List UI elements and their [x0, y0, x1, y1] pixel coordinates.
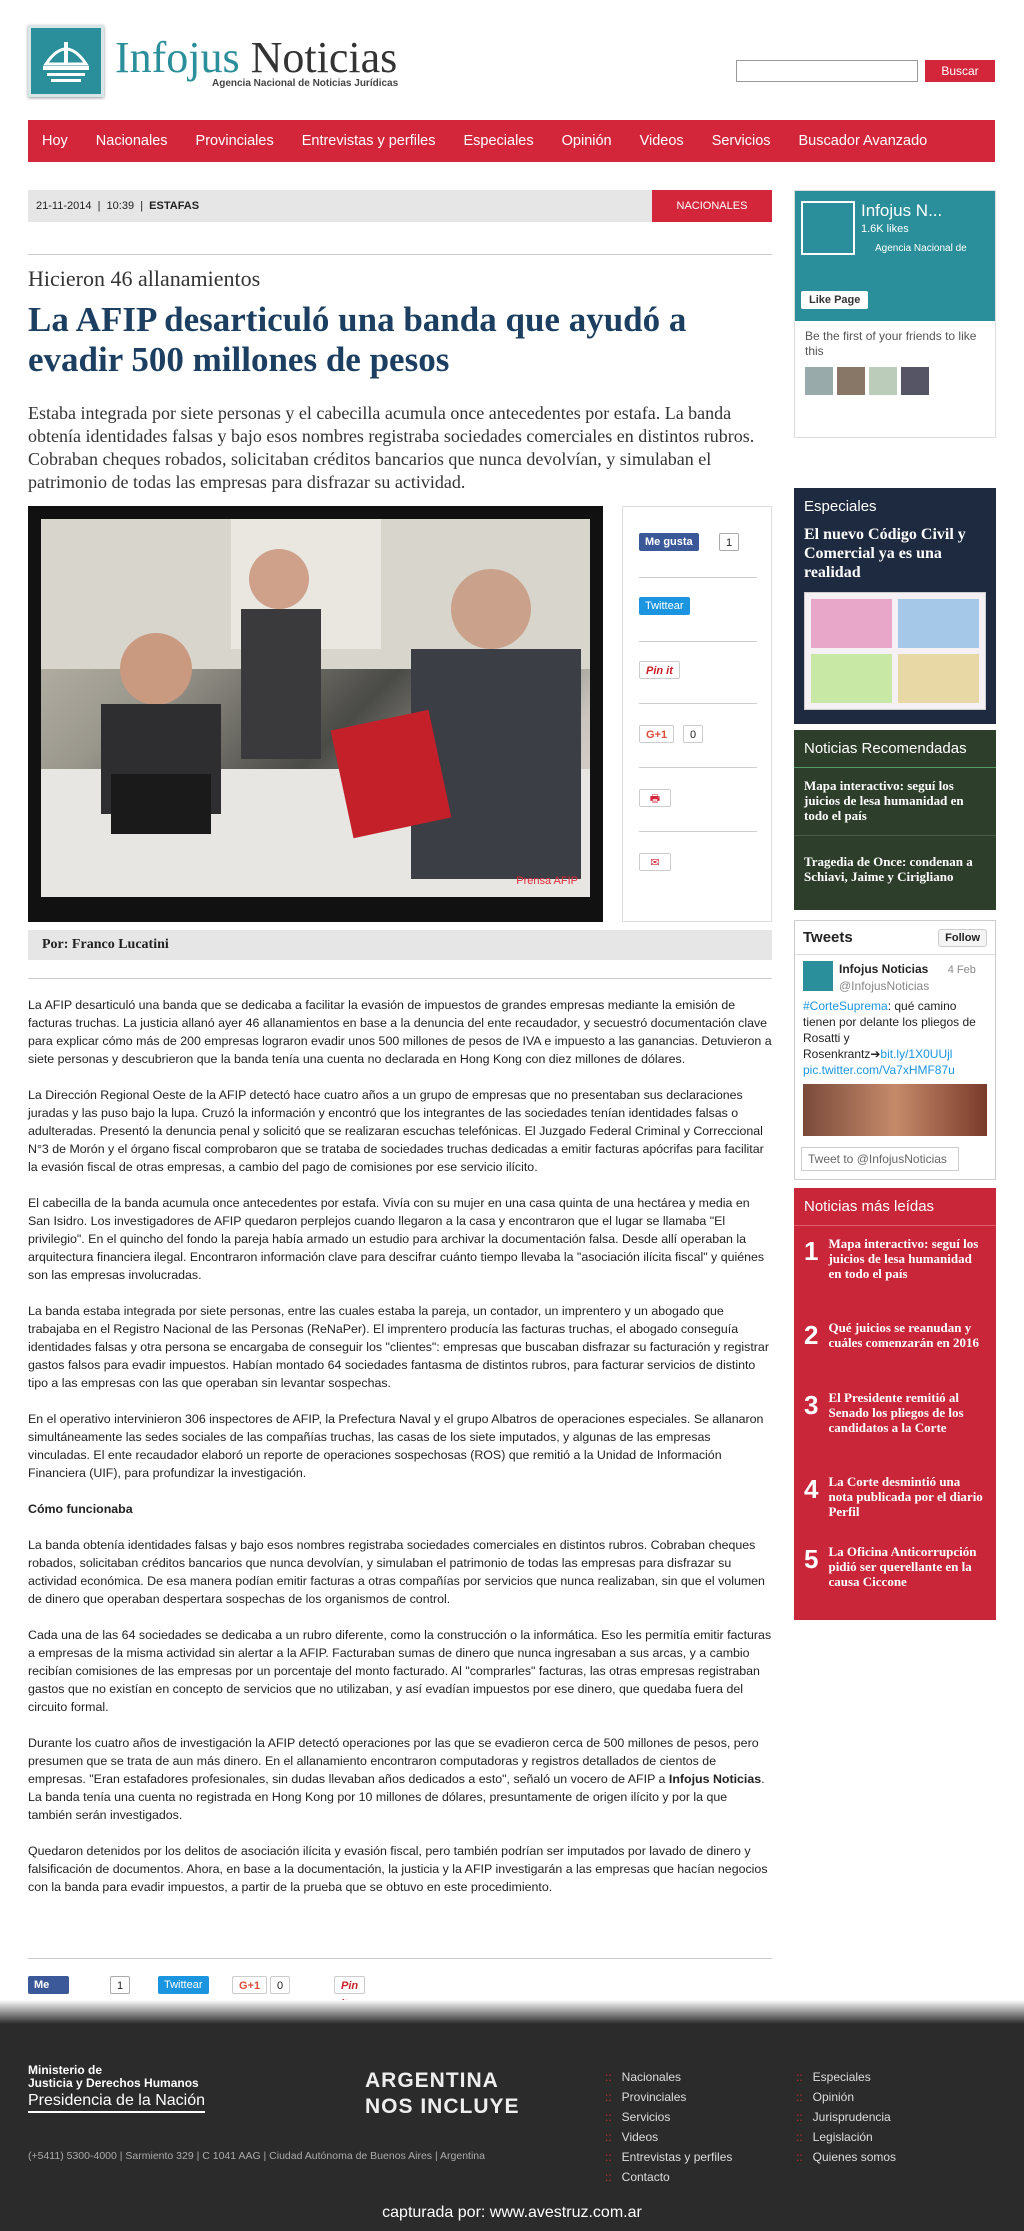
- paragraph: La AFIP desarticuló una banda que se dedicaba a facilitar la evasión de impuestos de grandes empresas mediante la emisión de facturas truchas. La justicia allanó ayer 46 allanamientos en base a la denuncia del ente recaudador, y secuestró documentación clave para explicar cómo más de 200 empresas lograron evadir unos 500 millones de pesos de IVA e impuesto a las ganancias. Detuvieron a siete personas y descubrieron que la banda tenía una cuenta no declarada en Hong Kong con diez millones de dólares.: [28, 998, 772, 1066]
- especiales-widget: [794, 488, 996, 724]
- photo-credit: Prensa AFIP: [516, 875, 578, 887]
- footer-link[interactable]: :: Opinión: [796, 2090, 855, 2104]
- print-icon[interactable]: 🖶: [639, 789, 671, 807]
- twitter-button-bottom[interactable]: Twittear: [158, 1976, 209, 1994]
- footer-link[interactable]: :: Quienes somos: [796, 2150, 897, 2164]
- footer-link[interactable]: :: Servicios: [605, 2110, 671, 2124]
- pinterest-button[interactable]: Pin it: [639, 661, 680, 679]
- capture-watermark: capturada por: www.avestruz.com.ar: [382, 2204, 642, 2221]
- article-date: 21-11-2014: [36, 200, 92, 212]
- nav-item-hoy[interactable]: Hoy: [42, 133, 68, 149]
- footer-link[interactable]: :: Videos: [605, 2130, 659, 2144]
- especiales-heading: Especiales: [804, 498, 877, 515]
- tweet-image[interactable]: [803, 1084, 987, 1136]
- ministerio-logo[interactable]: Ministerio de Justicia y Derechos Humanos Presidencia de la Nación: [28, 2064, 205, 2113]
- site-brand[interactable]: Infojus Noticias: [115, 33, 398, 82]
- fb-like-count-bottom: 1: [110, 1976, 130, 1994]
- paragraph: La banda estaba integrada por siete personas, entre las cuales estaba la pareja, un contador, un imprentero y un abogado que trabajaba en el Registro Nacional de las Personas (ReNaPer). El imprentero producía las facturas truchas, el abogado conseguía identidades falsas y otra persona se encargaba de conseguir los "clientes": empresas que buscaban disfrazar su facturación y registrar gastos falsos para evadir impuestos. Habían montado 64 sociedades fantasma de distintos rubros, para facturar servicios de distinto tipo a las empresas con las que operaban sin levantar sospechas.: [28, 1304, 769, 1390]
- recomendada-link[interactable]: Tragedia de Once: condenan a Schiavi, Jaime y Cirigliano: [794, 835, 996, 890]
- article-time: 10:39: [106, 200, 135, 212]
- gplus-button-bottom[interactable]: G+1: [232, 1976, 267, 1994]
- facebook-agency: Agencia Nacional de: [875, 243, 967, 254]
- gplus-count-bottom: 0: [270, 1976, 290, 1994]
- divider: [639, 831, 757, 832]
- facebook-faces: [795, 367, 995, 395]
- mas-leidas-heading: Noticias más leídas: [794, 1188, 996, 1226]
- nav-item-nacionales[interactable]: Nacionales: [95, 133, 168, 149]
- footer-link[interactable]: :: Especiales: [796, 2070, 871, 2084]
- facebook-widget: [794, 190, 996, 438]
- divider: [28, 1958, 772, 1959]
- especiales-image[interactable]: [804, 592, 986, 710]
- argentina-logo: ARGENTINA NOS INCLUYE: [365, 2069, 520, 2118]
- tweet-author[interactable]: Infojus Noticias: [839, 962, 929, 976]
- site-tagline: Agencia Nacional de Noticias Jurídicas: [212, 78, 399, 89]
- share-column: [622, 506, 772, 922]
- face-avatar: [901, 367, 929, 395]
- tweet-item: [795, 955, 995, 1142]
- paragraph: Cada una de las 64 sociedades se dedicaba a un rubro diferente, como la construcción o la informática. Eso les permitía emitir facturas a empresas de la misma actividad sin alertar a la AFIP. Facturaban sumas de dinero que nunca ingresaban a sus arcas, y a cambio recibían comisiones de las empresas por un porcentaje del monto facturado. Al "comprarles" facturas, las otras empresas registraban gastos que no existían en concepto de servicios que no utilizaban, y así evadían impuestos por ese dinero, que quedaba fuera del circuito formal.: [28, 1628, 772, 1714]
- rank-number: 1: [804, 1236, 819, 1266]
- nav-item-servicios[interactable]: Servicios: [711, 133, 771, 149]
- article-body: [28, 996, 772, 1914]
- facebook-likes: 1.6K likes: [861, 223, 909, 235]
- facebook-page-title[interactable]: Infojus N...: [861, 201, 943, 220]
- fb-like-button-bottom[interactable]: Me: [28, 1976, 69, 1994]
- divider: [639, 641, 757, 642]
- mas-leida-link[interactable]: La Corte desmintió una nota publicada por el diario Perfil: [828, 1474, 983, 1519]
- tweet-avatar: [803, 961, 833, 991]
- mas-leida-item[interactable]: [794, 1380, 996, 1464]
- tweet-handle: @InfojusNoticias: [839, 979, 930, 993]
- rank-number: 4: [804, 1474, 819, 1504]
- nav-item-provinciales[interactable]: Provinciales: [195, 133, 274, 149]
- nav-item-especiales[interactable]: Especiales: [463, 133, 534, 149]
- mas-leida-item[interactable]: [794, 1310, 996, 1380]
- tweets-heading: Tweets Follow: [795, 921, 995, 955]
- article-meta-bar: 21-11-2014 | 10:39 | ESTAFAS NACIONALES: [28, 190, 772, 222]
- section-subtitle: Cómo funcionaba: [28, 1502, 133, 1516]
- tweet-link[interactable]: bit.ly/1X0UUjl: [880, 1047, 953, 1061]
- mas-leida-link[interactable]: Qué juicios se reanudan y cuáles comenzarán en 2016: [828, 1320, 980, 1350]
- twitter-widget: [794, 920, 996, 1180]
- gplus-button[interactable]: G+1: [639, 725, 674, 743]
- rank-number: 3: [804, 1390, 819, 1420]
- face-avatar: [869, 367, 897, 395]
- facebook-like-page-button[interactable]: Like Page: [801, 291, 868, 309]
- twitter-button[interactable]: Twittear: [639, 597, 690, 615]
- article-title: La AFIP desarticuló una banda que ayudó a evadir 500 millones de pesos: [28, 300, 687, 379]
- article-kicker: Hicieron 46 allanamientos: [28, 266, 261, 291]
- divider: [639, 767, 757, 768]
- mas-leidas-widget: [794, 1188, 996, 1620]
- paragraph: En el operativo intervinieron 306 inspectores de AFIP, la Prefectura Naval y el grupo Albatros de operaciones especiales. Se allanaron simultáneamente las sedes sociales de las compañías truchas, las casas de los siete imputados, y algunas de las empresas vinculadas. El ente recaudador elaboró un reporte de operaciones sospechosas (ROS) que remitió a la Unidad de Información Financiera (UIF), para profundizar la investigación.: [28, 1412, 764, 1480]
- especiales-title[interactable]: El nuevo Código Civil y Comercial ya es una realidad: [804, 526, 966, 581]
- tweet-pic-link[interactable]: pic.twitter.com/Va7xHMF87u: [803, 1063, 955, 1077]
- fb-like-button[interactable]: Me gusta: [639, 533, 699, 551]
- fb-like-count: 1: [719, 533, 739, 551]
- article-tag[interactable]: ESTAFAS: [149, 200, 200, 212]
- mas-leida-link[interactable]: La Oficina Anticorrupción pidió ser querellante en la causa Ciccone: [828, 1544, 977, 1589]
- facebook-cover: [795, 191, 995, 321]
- footer-shadow: [0, 2000, 1024, 2024]
- footer-address: (+5411) 5300-4000 | Sarmiento 329 | C 1041 AAG | Ciudad Autónoma de Buenos Aires | Argentina: [28, 2150, 485, 2162]
- article-lead: Estaba integrada por siete personas y el cabecilla acumula once antecedentes por estafa. La banda obtenía identidades falsas y bajo esos nombres registraba sociedades comerciales en distintos rubros. Cobraban cheques robados, solicitaban créditos bancarios que nunca devolvían, y simulaban el patrimonio de todas las empresas para disfrazar su actividad.: [28, 403, 755, 492]
- pinterest-button-bottom[interactable]: Pin: [334, 1976, 365, 1994]
- divider: [639, 577, 757, 578]
- nav-item-entrevistas[interactable]: Entrevistas y perfiles: [301, 133, 436, 149]
- email-icon[interactable]: ✉: [639, 853, 671, 871]
- recomendadas-widget: [794, 730, 996, 910]
- recomendadas-heading: Noticias Recomendadas: [794, 730, 996, 768]
- article-author: Por: Franco Lucatini: [28, 930, 772, 960]
- footer-link[interactable]: :: Jurisprudencia: [796, 2110, 891, 2124]
- tweet-date: 4 Feb: [947, 964, 976, 976]
- footer-link[interactable]: :: Provinciales: [605, 2090, 687, 2104]
- footer-link[interactable]: :: Entrevistas y perfiles: [605, 2150, 733, 2164]
- article-photo: [28, 506, 603, 922]
- mas-leida-item[interactable]: [794, 1464, 996, 1534]
- mas-leida-item[interactable]: [794, 1534, 996, 1614]
- divider: [28, 978, 772, 979]
- rank-number: 2: [804, 1320, 819, 1350]
- nav-item-opinion[interactable]: Opinión: [561, 133, 612, 149]
- face-avatar: [837, 367, 865, 395]
- gplus-count: 0: [683, 725, 703, 743]
- nav-item-videos[interactable]: Videos: [639, 133, 684, 149]
- paragraph: La Dirección Regional Oeste de la AFIP detectó hace cuatro años a un grupo de empresas que no presentaban sus declaraciones juradas y las puso bajo la lupa. Cruzó la información y encontró que los integrantes de las sociedades tenían identidades falsas o adulteradas. Presentó la denuncia penal y solicitó que se realizaran escuchas telefónicas. El Juzgado Federal Criminal y Correccional N°3 de Morón y el órgano fiscal comprobaron que se trataba de sociedades truchas dedicadas a emitir facturas apócrifas para facilitar la evasión fiscal de otras empresas, a cambio del pago de comisiones por ese servicio ilícito.: [28, 1088, 764, 1174]
- footer-link[interactable]: :: Legislación: [796, 2130, 873, 2144]
- section-badge[interactable]: NACIONALES: [652, 190, 772, 222]
- nav-item-buscador[interactable]: Buscador Avanzado: [798, 133, 928, 149]
- site-footer: [0, 2024, 1024, 2231]
- search-input[interactable]: [736, 60, 918, 82]
- photo-image: [41, 519, 590, 897]
- divider: [639, 703, 757, 704]
- footer-link[interactable]: :: Contacto: [605, 2170, 670, 2184]
- mas-leida-link[interactable]: El Presidente remitió al Senado los pliegos de los candidatos a la Corte: [828, 1390, 964, 1435]
- divider: [28, 254, 772, 255]
- paragraph: La banda obtenía identidades falsas y bajo esos nombres registraba sociedades comerciales en distintos rubros. Cobraban cheques robados, solicitaban créditos bancarios que nunca devolvían, y simulaban el patrimonio de todas las empresas para disfrazar su actividad económica. De esa manera podían emitir facturas a otras compañías por servicios que nunca realizaban, sin que el volumen de dinero que operaban despertara sospechas de los organismos de control.: [28, 1538, 765, 1606]
- facebook-friends-text: Be the first of your friends to like this: [805, 329, 977, 358]
- paragraph: Durante los cuatro años de investigación la AFIP detectó operaciones por las que se evadieron cerca de 500 millones de pesos, pero presumen que se trata de aun más dinero. En el allanamiento encontraron computadoras y registros detallados de cientos de empresas. "Eran estafadores profesionales, sin dudas llevaban años dedicados a esto", señaló un vocero de AFIP a Infojus Noticias. La banda tenía una cuenta no registrada en Hong Kong por 10 millones de dólares, presuntamente de origen ilícito y por la que también serán investigados.: [28, 1736, 765, 1822]
- twitter-follow-button[interactable]: Follow: [938, 929, 987, 947]
- tweet-hashtag[interactable]: #CorteSuprema: [803, 999, 888, 1013]
- recomendada-link[interactable]: Mapa interactivo: seguí los juicios de lesa humanidad en todo el país: [804, 778, 964, 823]
- tweet-to-input[interactable]: Tweet to @InfojusNoticias: [801, 1147, 959, 1171]
- paragraph: El cabecilla de la banda acumula once antecedentes por estafa. Vivía con su mujer en una casa quinta de una hectárea y media en San Isidro. Los investigadores de AFIP quedaron perplejos cuando llegaron a la casa y encontraron que el lugar se llamaba "El privilegio". En el quincho del fondo la pareja había armado un estudio para archivar la documentación falsa. Desde allí operaban la arquitectura financiera ilegal. Encontraron información clave para descifrar cuánto tiempo llevaba la "asociación ilícita fiscal" y quiénes son las empresas involucradas.: [28, 1196, 765, 1282]
- facebook-avatar: [801, 201, 855, 255]
- mas-leida-item[interactable]: [794, 1226, 996, 1310]
- footer-link[interactable]: :: Nacionales: [605, 2070, 682, 2084]
- paragraph: Quedaron detenidos por los delitos de asociación ilícita y evasión fiscal, pero también podrían ser imputados por lavado de dinero y falsificación de documentos. Ahora, en base a la documentación, la justicia y la AFIP investigarán a las empresas que hacían negocios con la banda para evadir impuestos, a partir de la prueba que se obtuvo en este procedimiento.: [28, 1844, 768, 1894]
- tweet-text: : qué camino tienen por delante los pliegos de Rosatti y Rosenkrantz➔: [803, 999, 976, 1061]
- rank-number: 5: [804, 1544, 819, 1574]
- main-nav: [28, 120, 995, 162]
- mas-leida-link[interactable]: Mapa interactivo: seguí los juicios de lesa humanidad en todo el país: [828, 1236, 979, 1281]
- search-button[interactable]: Buscar: [925, 60, 995, 82]
- face-avatar: [805, 367, 833, 395]
- site-logo[interactable]: [28, 25, 104, 97]
